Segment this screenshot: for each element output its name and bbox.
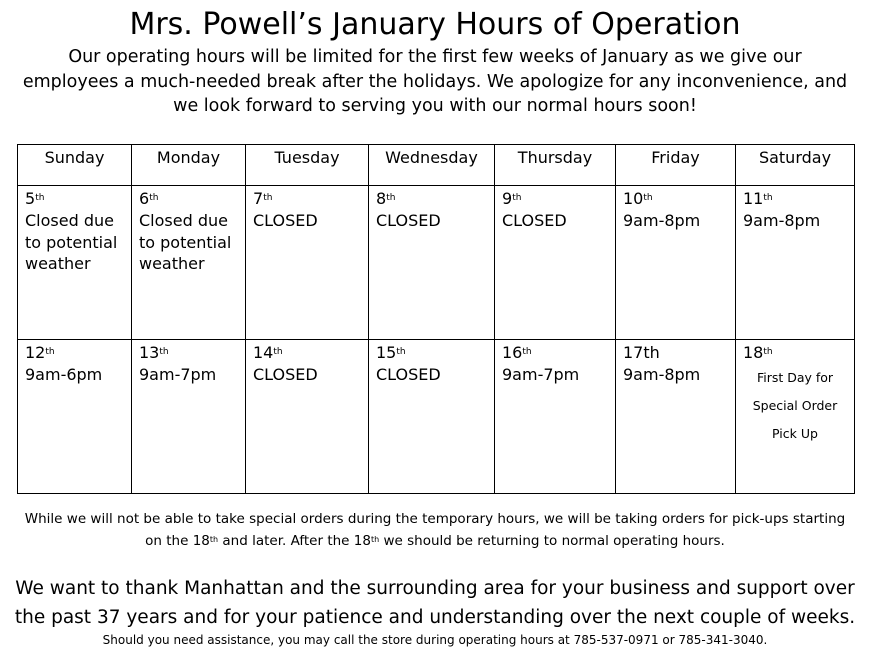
thank-you-message: We want to thank Manhattan and the surrounding area for your business and support over the past 37 years and for your patience and understanding over the next couple of weeks. <box>14 578 856 628</box>
day-suffix: th <box>159 347 169 357</box>
day-number <box>253 188 361 210</box>
day-hours: 9am-8pm <box>623 365 701 384</box>
day-suffix: th <box>149 193 159 203</box>
day-num: 9 <box>502 189 513 208</box>
week-row-1 <box>18 186 855 340</box>
day-hours: Closed due to potential weather <box>139 211 232 273</box>
day-number <box>25 188 124 210</box>
day-number <box>376 342 487 364</box>
intro-paragraph: Our operating hours will be limited for the first few weeks of January as we give our employees a much-needed break after the holidays. We apologize for any inconvenience, and we look forward to serving you with our normal hours soon! <box>22 47 848 116</box>
day-cell-18 <box>736 340 855 494</box>
day-cell-14 <box>246 340 369 494</box>
note-sup-1: th <box>209 535 219 544</box>
day-cell-7 <box>246 186 369 340</box>
special-orders-note <box>20 508 850 552</box>
day-number <box>139 342 238 364</box>
day-cell-13 <box>132 340 246 494</box>
day-num: 7 <box>253 189 264 208</box>
day-suffix: th <box>45 347 55 357</box>
day-number <box>25 342 124 364</box>
day-cell-10 <box>616 186 736 340</box>
hours-calendar <box>17 144 855 494</box>
day-number <box>623 188 728 210</box>
day-suffix: th <box>763 193 773 203</box>
weekday-header-row <box>18 145 855 186</box>
header-tuesday: Tuesday <box>246 145 369 186</box>
day-hours: Closed due to potential weather <box>25 211 118 273</box>
day-hours: 9am-8pm <box>623 211 701 230</box>
day-hours: 9am-6pm <box>25 365 103 384</box>
day-suffix: th <box>386 193 396 203</box>
day-suffix: th <box>643 193 653 203</box>
note-sup-2: th <box>370 535 380 544</box>
header-sunday: Sunday <box>18 145 132 186</box>
special-order-note: First Day for Special Order Pick Up <box>752 370 838 441</box>
day-num: 16 <box>502 343 523 362</box>
day-cell-5 <box>18 186 132 340</box>
day-num: 14 <box>253 343 274 362</box>
page-title: Mrs. Powell’s January Hours of Operation <box>129 7 741 42</box>
note-text-1: While we will not be able to take special orders during the temporary hours, we will be taking orders for pick-ups starting on the 18 <box>24 511 846 549</box>
day-num: 18 <box>743 343 764 362</box>
header-thursday: Thursday <box>495 145 616 186</box>
assistance-contact: Should you need assistance, you may call the store during operating hours at 785-537-0971 or 785-341-3040. <box>102 633 768 647</box>
day-hours: CLOSED <box>502 211 567 230</box>
day-cell-15 <box>369 340 495 494</box>
day-suffix: th <box>512 193 522 203</box>
day-hours: CLOSED <box>376 211 441 230</box>
day-suffix: th <box>522 347 532 357</box>
day-suffix: th <box>273 347 283 357</box>
header-friday: Friday <box>616 145 736 186</box>
day-num: 10 <box>623 189 644 208</box>
day-cell-8 <box>369 186 495 340</box>
day-hours: 9am-7pm <box>139 365 217 384</box>
day-hours: CLOSED <box>253 211 318 230</box>
day-hours: 9am-8pm <box>743 211 821 230</box>
day-num: 8 <box>376 189 387 208</box>
day-cell-17 <box>616 340 736 494</box>
day-suffix: th <box>763 347 773 357</box>
day-cell-12 <box>18 340 132 494</box>
day-number <box>502 342 608 364</box>
day-number <box>376 188 487 210</box>
day-number <box>253 342 361 364</box>
week-row-2 <box>18 340 855 494</box>
header-saturday: Saturday <box>736 145 855 186</box>
day-cell-11 <box>736 186 855 340</box>
day-num: 13 <box>139 343 160 362</box>
day-num: 12 <box>25 343 46 362</box>
day-number <box>743 342 847 364</box>
day-cell-6 <box>132 186 246 340</box>
day-hours: CLOSED <box>253 365 318 384</box>
day-hours: 9am-7pm <box>502 365 580 384</box>
day-suffix: th <box>263 193 273 203</box>
note-text-2: and later. After the 18 <box>218 533 371 549</box>
day-hours: CLOSED <box>376 365 441 384</box>
day-num: 17th <box>623 343 660 362</box>
day-suffix: th <box>35 193 45 203</box>
day-num: 11 <box>743 189 764 208</box>
note-text-3: we should be returning to normal operating hours. <box>379 533 725 549</box>
day-num: 5 <box>25 189 36 208</box>
day-cell-16 <box>495 340 616 494</box>
header-monday: Monday <box>132 145 246 186</box>
day-number <box>139 188 238 210</box>
day-number <box>502 188 608 210</box>
day-num: 6 <box>139 189 150 208</box>
header-wednesday: Wednesday <box>369 145 495 186</box>
day-suffix: th <box>396 347 406 357</box>
day-cell-9 <box>495 186 616 340</box>
day-num: 15 <box>376 343 397 362</box>
day-number <box>743 188 847 210</box>
day-number <box>623 342 728 364</box>
